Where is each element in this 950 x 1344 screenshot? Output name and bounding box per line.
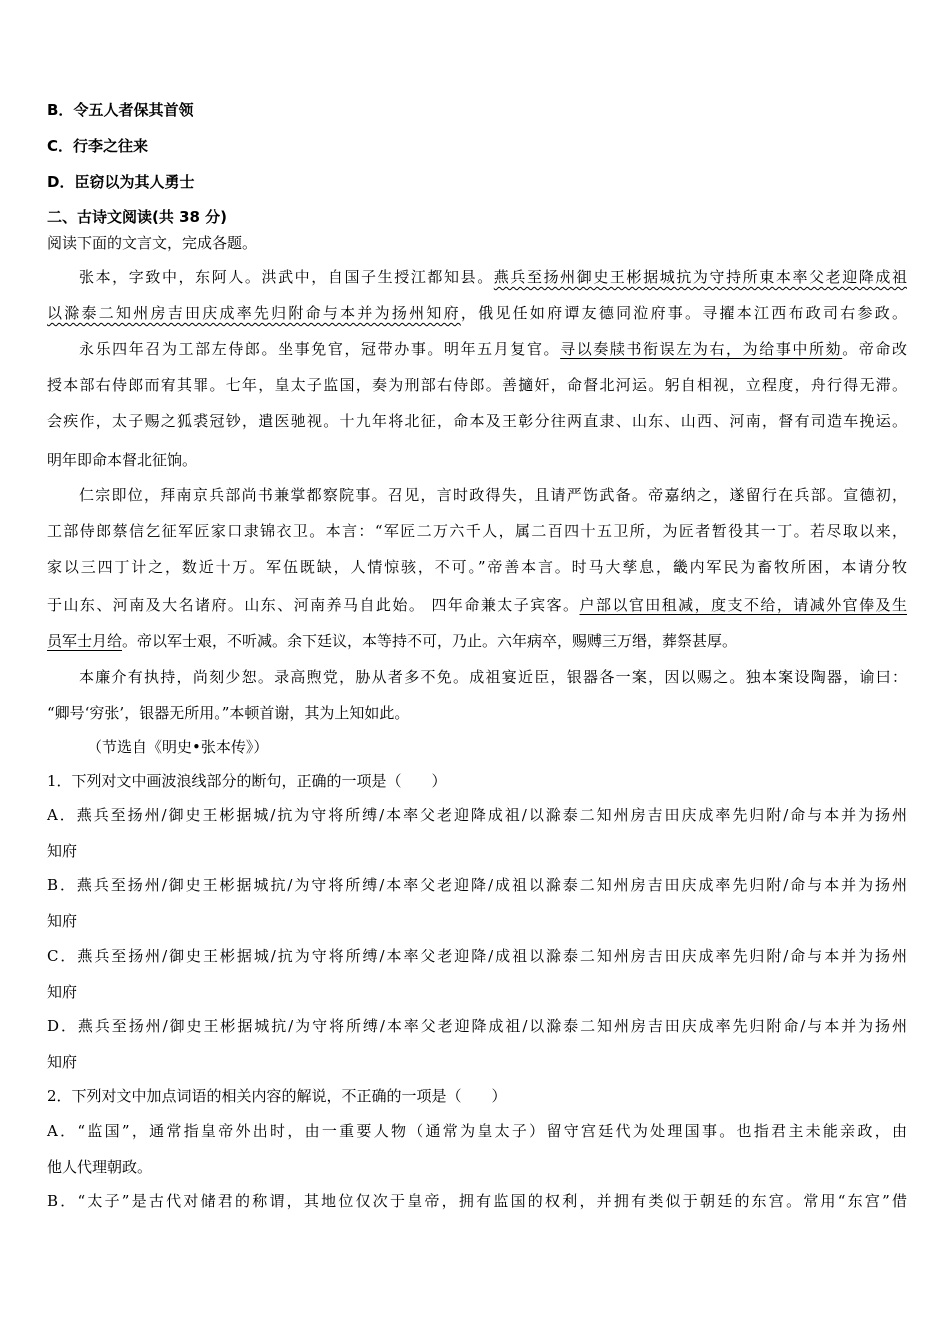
passage-line: 家以三四丁计之，数近十万。军伍既缺，人情惊骇，不可。”帝善本言。时马大孳息，畿内军民为畜牧所困，本请分牧 <box>47 558 907 576</box>
question-1-option-c: C．燕兵至扬州/御史王彬据城/抗为守将所缚/本率父老迎降/成祖以滁泰二知州房吉田庆成率先归附/命与本并为扬州 <box>47 947 907 965</box>
question-1-option-c-cont: 知府 <box>47 983 78 1001</box>
question-1-option-d-cont: 知府 <box>47 1053 78 1071</box>
question-2-option-a: A．“监国”，通常指皇帝外出时，由一重要人物（通常为皇太子）留守宫廷代为处理国事。也指君主未能亲政，由 <box>47 1122 907 1140</box>
option-d <box>47 172 194 192</box>
passage-line: 于山东、河南及大名诸府。山东、河南养马自此始。 四年命兼太子宾客。户部以官田租减，度支不给，请减外官俸及生 <box>47 596 907 614</box>
underlined-text: 寻以奏牍书衔误左为右，为给事中所劾 <box>560 340 843 358</box>
option-letter: C． <box>47 137 74 155</box>
passage-line: 仁宗即位，拜南京兵部尚书兼掌都察院事。召见，言时政得失，且请严饬武备。帝嘉纳之，遂留行在兵部。宣德初， <box>79 486 907 504</box>
wavy-underlined-text: 以滁泰二知州房吉田庆成率先归附命与本并为扬州知府 <box>47 304 461 322</box>
passage-line: 张本，字致中，东阿人。洪武中，自国子生授江都知县。燕兵至扬州御史王彬据城抗为守持所東本率父老迎降成祖 <box>79 268 907 286</box>
passage-line: 工部侍郎蔡信乞征军匠家口隶锦衣卫。本言：“军匠二万六千人，属二百四十五卫所，为匠者暂役其一丁。若尽取以来， <box>47 522 907 540</box>
passage-line: 员军士月给。帝以军士艰，不听减。余下廷议，本等持不可，乃止。六年病卒，赐赙三万缗，葬祭甚厚。 <box>47 632 738 650</box>
underlined-text: 户部以官田租减，度支不给，请减外官俸及生 <box>579 596 907 614</box>
option-text: 令五人者保其首领 <box>73 101 194 119</box>
option-text: 行李之往来 <box>73 137 149 155</box>
option-letter: D． <box>47 173 75 191</box>
passage-line: 会疾作，太子赐之狐裘冠钞，遣医驰视。十九年将北征，命本及王彰分往两直隶、山东、山西、河南，督有司造车挽运。 <box>47 412 907 430</box>
passage-line: “卿号‘穷张’，银器无所用。”本顿首谢，其为上知如此。 <box>47 704 410 722</box>
passage-line: 以滁泰二知州房吉田庆成率先归附命与本并为扬州知府，俄见任如府谭友德同涖府事。寻擢本江西布政司右参政。 <box>47 304 907 322</box>
option-text: 臣窃以为其人勇士 <box>74 173 195 191</box>
passage-line: 本廉介有执持，尚刻少恕。录高煦党，胁从者多不免。成祖宴近臣，银器各一案，因以赐之。独本案设陶器，谕曰： <box>79 668 907 686</box>
question-1-option-a-cont: 知府 <box>47 842 78 860</box>
question-1-option-b: B．燕兵至扬州/御史王彬据城抗/为守将所缚/本率父老迎降/成祖以滁泰二知州房吉田庆成率先归附/命与本并为扬州 <box>47 876 907 894</box>
passage-source: （节选自《明史•张本传》） <box>87 738 269 756</box>
question-2-option-b: B．“太子”是古代对储君的称谓，其地位仅次于皇帝，拥有监国的权利，并拥有类似于朝廷的东宫。常用“东宫”借 <box>47 1192 907 1210</box>
underlined-text: 员军士月给 <box>47 632 123 650</box>
passage-line: 永乐四年召为工部左侍郎。坐事免官，冠带办事。明年五月复官。寻以奏牍书衔误左为右，为给事中所劾。帝命改 <box>79 340 907 358</box>
question-1-stem: 1．下列对文中画波浪线部分的断句，正确的一项是（ ） <box>47 772 447 790</box>
passage-line: 授本部右侍郎而宥其罪。七年，皇太子监国，奏为刑部右侍郎。善擿奸，命督北河运。躬自相视，立程度，舟行得无滞。 <box>47 376 907 394</box>
question-2-option-a-cont: 他人代理朝政。 <box>47 1158 153 1176</box>
wavy-underlined-text: 燕兵至扬州御史王彬据城抗为守持所東本率父老迎降成祖 <box>493 268 907 286</box>
option-c <box>47 136 148 156</box>
question-1-option-b-cont: 知府 <box>47 912 78 930</box>
option-letter: B． <box>47 101 74 119</box>
section-title: 二、古诗文阅读(共 38 分) <box>47 208 228 226</box>
question-2-stem: 2．下列对文中加点词语的相关内容的解说，不正确的一项是（ ） <box>47 1087 507 1105</box>
question-1-option-a: A．燕兵至扬州/御史王彬据城/抗为守将所缚/本率父老迎降成祖/以滁泰二知州房吉田庆成率先归附/命与本并为扬州 <box>47 806 907 824</box>
question-1-option-d: D．燕兵至扬州/御史王彬据城抗/为守将所缚/本率父老迎降成祖/以滁泰二知州房吉田庆成率先归附命/与本并为扬州 <box>47 1017 907 1035</box>
option-b <box>47 100 193 120</box>
passage-line: 明年即命本督北征饷。 <box>47 451 198 469</box>
instruction: 阅读下面的文言文，完成各题。 <box>47 234 258 252</box>
